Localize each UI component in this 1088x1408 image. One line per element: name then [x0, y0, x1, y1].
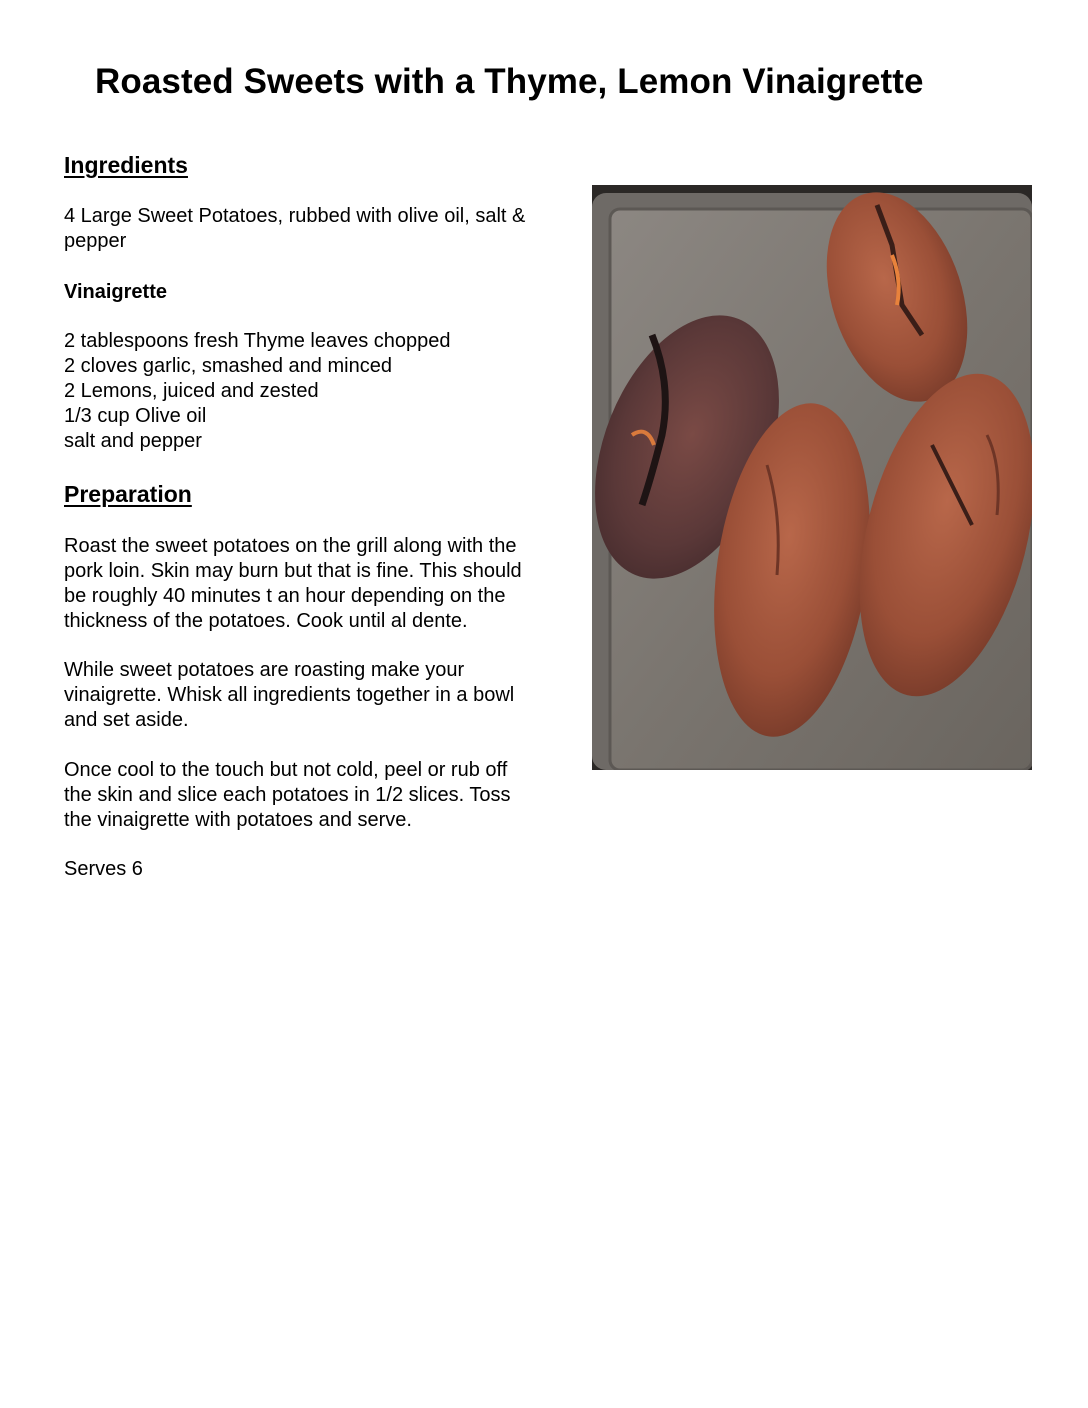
vinaigrette-list	[64, 329, 451, 454]
preparation-paragraph	[64, 758, 511, 833]
potatoes-ingredient	[64, 204, 525, 254]
list-item: salt and pepper	[64, 430, 202, 452]
ingredients-heading: Ingredients	[64, 152, 188, 178]
text-line: vinaigrette. Whisk all ingredients together in a bowl	[64, 684, 515, 706]
sweet-potatoes-photo	[592, 185, 1032, 770]
serves-text: Serves 6	[64, 858, 143, 880]
text-line: be roughly 40 minutes t an hour depending on the	[64, 585, 506, 607]
list-item: 2 cloves garlic, smashed and minced	[64, 355, 392, 377]
list-item: 2 Lemons, juiced and zested	[64, 380, 319, 402]
text-line: the vinaigrette with potatoes and serve.	[64, 809, 412, 831]
text-line: the skin and slice each potatoes in 1/2 slices. Toss	[64, 784, 511, 806]
list-item: 1/3 cup Olive oil	[64, 405, 207, 427]
text-line: While sweet potatoes are roasting make your	[64, 659, 465, 681]
text-line: Once cool to the touch but not cold, peel or rub off	[64, 759, 508, 781]
list-item: 2 tablespoons fresh Thyme leaves chopped	[64, 330, 451, 352]
text-line: pepper	[64, 230, 127, 252]
text-line: Roast the sweet potatoes on the grill along with the	[64, 535, 517, 557]
text-line: thickness of the potatoes. Cook until al dente.	[64, 610, 468, 632]
preparation-paragraph	[64, 534, 522, 634]
preparation-heading: Preparation	[64, 481, 192, 507]
preparation-paragraph	[64, 658, 514, 733]
text-line: and set aside.	[64, 709, 189, 731]
text-line: pork loin. Skin may burn but that is fine. This should	[64, 560, 522, 582]
vinaigrette-heading: Vinaigrette	[64, 281, 167, 303]
page-title: Roasted Sweets with a Thyme, Lemon Vinaigrette	[95, 62, 924, 101]
text-line: 4 Large Sweet Potatoes, rubbed with olive oil, salt &	[64, 205, 526, 227]
